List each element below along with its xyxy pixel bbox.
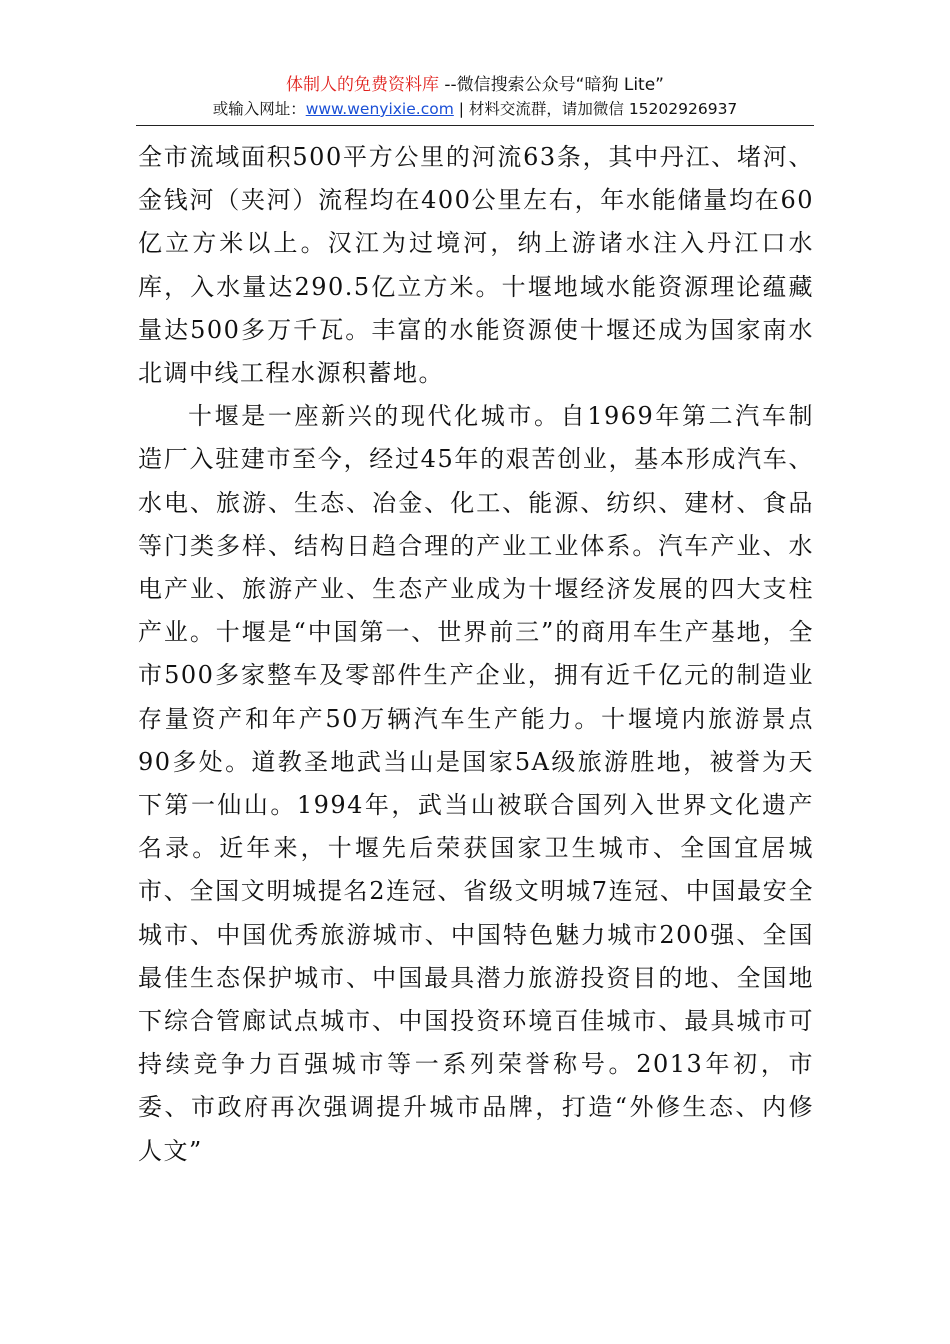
brand-title: 体制人的免费资料库: [285, 75, 439, 95]
header-banner: [0, 74, 950, 96]
paragraph-water-resources: 全市流域面积500平方公里的河流63条，其中丹江、堵河、金钱河（夹河）流程均在400公里左右，年水能储量均在60亿立方米以上。汉江为过境河，纳上游诸水注入丹江口水库，入水量达290.5亿立方米。十堰地域水能资源理论蕴藏量达500多万千瓦。丰富的水能资源使十堰还成为国家南水北调中线工程水源积蓄地。: [138, 143, 814, 388]
url-prefix: 或输入网址：: [212, 100, 306, 118]
website-link[interactable]: www.wenyixie.com: [305, 100, 454, 118]
header-contact-line: [0, 98, 950, 120]
document-body: [138, 136, 814, 1173]
contact-info: | 材料交流群，请加微信 15202926937: [453, 100, 738, 118]
paragraph-city-overview: 十堰是一座新兴的现代化城市。自1969年第二汽车制造厂入驻建市至今，经过45年的艰苦创业，基本形成汽车、水电、旅游、生态、冶金、化工、能源、纺织、建材、食品等门类多样、结构日趋合理的产业工业体系。汽车产业、水电产业、旅游产业、生态产业成为十堰经济发展的四大支柱产业。十堰是“中国第一、世界前三”的商用车生产基地，全市500多家整车及零部件生产企业，拥有近千亿元的制造业存量资产和年产50万辆汽车生产能力。十堰境内旅游景点90多处。道教圣地武当山是国家5A级旅游胜地，被誉为天下第一仙山。1994年，武当山被联合国列入世界文化遗产名录。近年来，十堰先后荣获国家卫生城市、全国宜居城市、全国文明城提名2连冠、省级文明城7连冠、中国最安全城市、中国优秀旅游城市、中国特色魅力城市200强、全国最佳生态保护城市、中国最具潜力旅游投资目的地、全国地下综合管廊试点城市、中国投资环境百佳城市、最具城市可持续竞争力百强城市等一系列荣誉称号。2013年初，市委、市政府再次强调提升城市品牌，打造“外修生态、内修人文”: [138, 402, 814, 1165]
page-header: [0, 74, 950, 120]
wechat-notice: --微信搜索公众号“暗狗 Lite”: [438, 75, 664, 95]
header-divider: [136, 125, 814, 126]
